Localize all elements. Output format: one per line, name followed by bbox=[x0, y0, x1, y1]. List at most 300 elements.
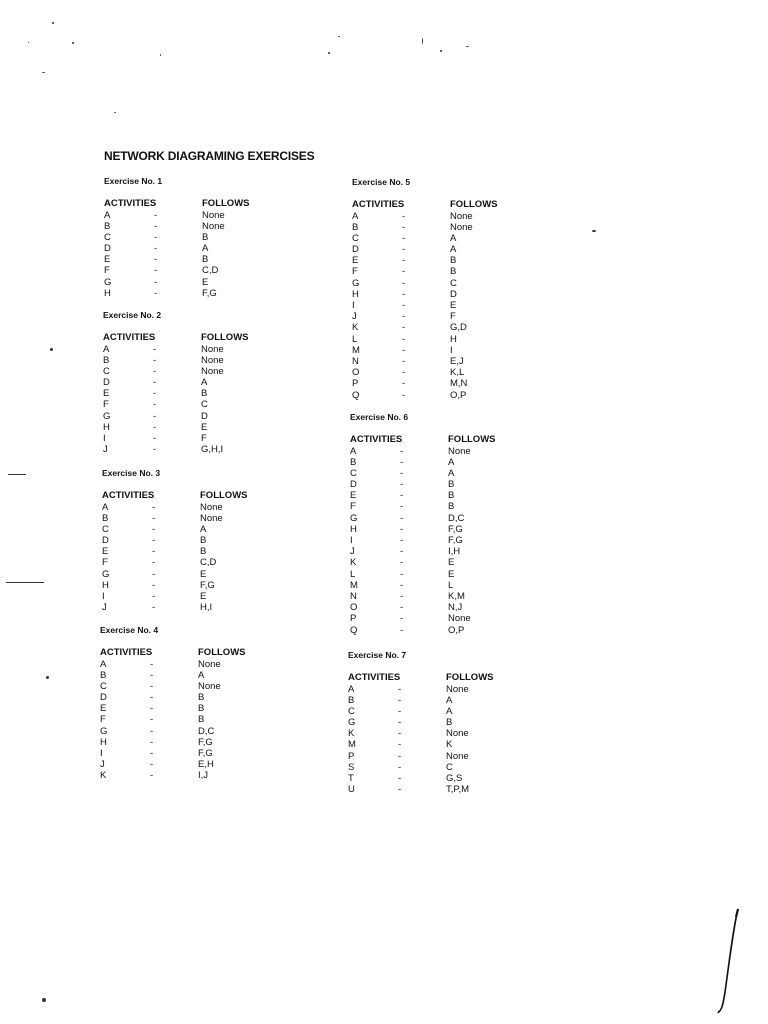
follows-cell: None bbox=[201, 365, 224, 377]
exercise-title: Exercise No. 2 bbox=[103, 310, 162, 320]
follows-cell: M,N bbox=[450, 378, 468, 390]
dash-separator: - bbox=[153, 444, 157, 456]
table-row bbox=[104, 243, 284, 254]
table-row bbox=[348, 706, 528, 717]
scan-speck bbox=[42, 72, 45, 73]
activity-cell: C bbox=[103, 365, 110, 377]
activity-cell: O bbox=[350, 602, 358, 614]
table-row bbox=[352, 255, 532, 266]
exercise-2 bbox=[103, 310, 283, 455]
dash-separator: - bbox=[402, 288, 406, 300]
table-row bbox=[103, 388, 283, 399]
table-row bbox=[350, 535, 530, 546]
activity-cell: N bbox=[350, 590, 357, 602]
dash-separator: - bbox=[400, 557, 404, 569]
follows-cell: D bbox=[201, 410, 208, 422]
page-title: NETWORK DIAGRAMING EXERCISES bbox=[104, 149, 315, 163]
dash-separator: - bbox=[400, 523, 404, 535]
activity-cell: B bbox=[103, 354, 110, 366]
table-row bbox=[102, 546, 282, 557]
table-row bbox=[350, 446, 530, 457]
table-row bbox=[100, 681, 280, 692]
follows-cell: E bbox=[200, 568, 207, 580]
scan-speck bbox=[440, 50, 442, 52]
follows-cell: B bbox=[200, 546, 207, 558]
activity-cell: G bbox=[104, 276, 112, 288]
follows-header: FOLLOWS bbox=[446, 672, 494, 683]
dash-separator: - bbox=[152, 602, 156, 614]
table-row bbox=[348, 739, 528, 750]
activity-cell: A bbox=[103, 343, 110, 355]
activity-cell: C bbox=[104, 231, 111, 243]
dash-separator: - bbox=[402, 311, 406, 323]
table-row bbox=[103, 399, 283, 410]
dash-separator: - bbox=[153, 433, 157, 444]
dash-separator: - bbox=[402, 244, 406, 256]
activity-cell: D bbox=[352, 244, 359, 256]
activities-header: ACTIVITIES bbox=[100, 647, 153, 658]
table-row bbox=[103, 411, 283, 422]
dash-separator: - bbox=[398, 784, 402, 796]
exercise-4 bbox=[100, 625, 280, 782]
dash-separator: - bbox=[400, 602, 404, 614]
activity-cell: A bbox=[100, 658, 107, 670]
activity-cell: K bbox=[352, 322, 359, 334]
follows-cell: G,H,I bbox=[201, 444, 224, 456]
follows-cell: B bbox=[446, 717, 453, 729]
follows-cell: None bbox=[201, 343, 224, 355]
activity-cell: I bbox=[350, 535, 353, 546]
scan-speck bbox=[6, 582, 44, 583]
activity-cell: U bbox=[348, 784, 355, 796]
activity-cell: H bbox=[104, 287, 111, 299]
activity-cell: B bbox=[102, 512, 109, 524]
dash-separator: - bbox=[152, 591, 156, 602]
follows-cell: B bbox=[202, 254, 209, 266]
scan-speck bbox=[592, 230, 596, 232]
table-row bbox=[350, 613, 530, 624]
dash-separator: - bbox=[150, 680, 154, 692]
follows-cell: None bbox=[200, 512, 223, 524]
scan-speck bbox=[160, 54, 161, 56]
dash-separator: - bbox=[400, 624, 404, 636]
follows-cell: B bbox=[200, 535, 207, 547]
dash-separator: - bbox=[152, 512, 156, 524]
follows-cell: E bbox=[200, 591, 207, 602]
activity-cell: D bbox=[100, 692, 107, 704]
activity-cell: T bbox=[348, 773, 354, 784]
follows-cell: E,J bbox=[450, 355, 464, 367]
activity-cell: C bbox=[350, 467, 357, 479]
follows-cell: C,D bbox=[200, 557, 217, 569]
follows-cell: I bbox=[450, 344, 453, 356]
dash-separator: - bbox=[402, 255, 406, 267]
dash-separator: - bbox=[398, 750, 402, 762]
dash-separator: - bbox=[398, 705, 402, 717]
activity-cell: C bbox=[348, 705, 355, 717]
follows-cell: C bbox=[450, 277, 457, 289]
follows-cell: A bbox=[198, 669, 205, 681]
table-row bbox=[102, 513, 282, 524]
activity-cell: H bbox=[102, 579, 109, 591]
follows-cell: H bbox=[450, 333, 457, 345]
table-row bbox=[100, 748, 280, 759]
exercise-title: Exercise No. 1 bbox=[104, 176, 163, 186]
follows-cell: D,C bbox=[448, 512, 465, 524]
table-row bbox=[104, 277, 284, 288]
table-row bbox=[352, 356, 532, 367]
follows-cell: F,G bbox=[200, 579, 215, 591]
table-row bbox=[352, 390, 532, 401]
activity-cell: B bbox=[104, 220, 111, 232]
table-row bbox=[352, 300, 532, 311]
follows-cell: None bbox=[198, 658, 221, 670]
activity-cell: S bbox=[348, 761, 355, 773]
activity-cell: A bbox=[350, 445, 357, 457]
dash-separator: - bbox=[400, 445, 404, 457]
activity-cell: G bbox=[102, 568, 110, 580]
dash-separator: - bbox=[152, 523, 156, 535]
table-row bbox=[104, 232, 284, 243]
activity-cell: J bbox=[102, 602, 107, 614]
follows-cell: None bbox=[198, 680, 221, 692]
table-row bbox=[352, 278, 532, 289]
activity-cell: F bbox=[104, 265, 110, 277]
dash-separator: - bbox=[154, 243, 158, 255]
follows-cell: None bbox=[202, 209, 225, 221]
table-row bbox=[102, 557, 282, 568]
table-row bbox=[100, 759, 280, 770]
dash-separator: - bbox=[150, 725, 154, 737]
follows-cell: B bbox=[198, 714, 205, 726]
dash-separator: - bbox=[150, 748, 154, 759]
follows-cell: G,S bbox=[446, 773, 463, 784]
activity-cell: E bbox=[103, 388, 110, 400]
activity-cell: E bbox=[350, 490, 357, 502]
table-row bbox=[352, 211, 532, 222]
follows-cell: F,G bbox=[202, 287, 217, 299]
activities-header: ACTIVITIES bbox=[103, 332, 156, 343]
table-row bbox=[350, 625, 530, 636]
table-row bbox=[104, 210, 284, 221]
follows-cell: A bbox=[448, 456, 455, 468]
table-row bbox=[348, 695, 528, 706]
scan-speck bbox=[8, 474, 26, 475]
follows-cell: B bbox=[202, 231, 209, 243]
activity-cell: Q bbox=[350, 624, 358, 636]
dash-separator: - bbox=[150, 703, 154, 715]
dash-separator: - bbox=[398, 773, 402, 784]
table-row bbox=[100, 659, 280, 670]
activity-cell: M bbox=[352, 344, 360, 356]
dash-separator: - bbox=[150, 736, 154, 748]
dash-separator: - bbox=[402, 300, 406, 311]
follows-cell: K,M bbox=[448, 590, 465, 602]
dash-separator: - bbox=[153, 377, 157, 389]
activity-cell: D bbox=[103, 377, 110, 389]
activity-cell: B bbox=[352, 221, 359, 233]
table-row bbox=[350, 580, 530, 591]
dash-separator: - bbox=[150, 714, 154, 726]
dash-separator: - bbox=[402, 322, 406, 334]
follows-cell: C bbox=[446, 761, 453, 773]
scan-speck bbox=[50, 348, 53, 351]
table-row bbox=[100, 737, 280, 748]
dash-separator: - bbox=[154, 209, 158, 221]
table-row bbox=[352, 378, 532, 389]
dash-separator: - bbox=[153, 343, 157, 355]
table-row bbox=[350, 546, 530, 557]
table-row bbox=[350, 513, 530, 524]
follows-cell: None bbox=[446, 750, 469, 762]
scan-speck bbox=[338, 36, 340, 37]
activity-cell: C bbox=[100, 680, 107, 692]
activity-cell: P bbox=[348, 750, 355, 762]
table-row bbox=[350, 468, 530, 479]
activity-cell: H bbox=[350, 523, 357, 535]
table-row bbox=[350, 501, 530, 512]
table-row bbox=[103, 422, 283, 433]
activity-cell: K bbox=[100, 770, 107, 782]
dash-separator: - bbox=[400, 535, 404, 546]
table-row bbox=[103, 444, 283, 455]
table-row bbox=[103, 355, 283, 366]
follows-cell: H,I bbox=[200, 602, 213, 614]
column-header-row bbox=[102, 490, 282, 502]
activity-cell: I bbox=[352, 300, 355, 311]
table-row bbox=[352, 244, 532, 255]
table-row bbox=[104, 221, 284, 232]
table-row bbox=[103, 433, 283, 444]
dash-separator: - bbox=[150, 658, 154, 670]
table-row bbox=[352, 334, 532, 345]
table-row bbox=[102, 535, 282, 546]
scan-speck bbox=[28, 42, 29, 43]
scan-speck bbox=[466, 46, 469, 47]
follows-cell: E bbox=[202, 276, 209, 288]
dash-separator: - bbox=[153, 410, 157, 422]
scan-speck bbox=[72, 42, 74, 44]
follows-cell: F,G bbox=[198, 748, 213, 759]
dash-separator: - bbox=[400, 479, 404, 491]
dash-separator: - bbox=[150, 669, 154, 681]
dash-separator: - bbox=[402, 344, 406, 356]
activity-cell: C bbox=[102, 523, 109, 535]
activity-cell: A bbox=[352, 210, 359, 222]
follows-header: FOLLOWS bbox=[448, 434, 496, 445]
dash-separator: - bbox=[152, 535, 156, 547]
follows-cell: O,P bbox=[448, 624, 465, 636]
activity-cell: F bbox=[352, 266, 358, 278]
follows-cell: None bbox=[450, 210, 473, 222]
activity-cell: F bbox=[102, 557, 108, 569]
follows-cell: E bbox=[448, 568, 455, 580]
activity-cell: G bbox=[348, 717, 356, 729]
dash-separator: - bbox=[154, 254, 158, 266]
dash-separator: - bbox=[153, 365, 157, 377]
follows-header: FOLLOWS bbox=[202, 198, 250, 209]
activity-cell: J bbox=[350, 546, 355, 558]
table-row bbox=[350, 479, 530, 490]
dash-separator: - bbox=[152, 568, 156, 580]
follows-header: FOLLOWS bbox=[200, 490, 248, 501]
table-row bbox=[348, 717, 528, 728]
activity-cell: D bbox=[104, 243, 111, 255]
dash-separator: - bbox=[402, 333, 406, 345]
dash-separator: - bbox=[400, 613, 404, 625]
table-row bbox=[104, 254, 284, 265]
exercise-7 bbox=[348, 650, 528, 795]
dash-separator: - bbox=[402, 277, 406, 289]
activity-cell: H bbox=[352, 288, 359, 300]
table-row bbox=[352, 233, 532, 244]
table-row bbox=[100, 714, 280, 725]
table-row bbox=[352, 222, 532, 233]
dash-separator: - bbox=[400, 579, 404, 591]
follows-cell: E bbox=[450, 300, 457, 311]
column-header-row bbox=[100, 647, 280, 659]
dash-separator: - bbox=[150, 770, 154, 782]
table-row bbox=[100, 692, 280, 703]
dash-separator: - bbox=[400, 501, 404, 513]
follows-cell: None bbox=[200, 501, 223, 513]
follows-cell: N,J bbox=[448, 602, 463, 614]
activity-cell: E bbox=[102, 546, 109, 558]
follows-cell: B bbox=[198, 692, 205, 704]
follows-cell: None bbox=[448, 445, 471, 457]
activity-cell: N bbox=[352, 355, 359, 367]
activities-header: ACTIVITIES bbox=[352, 199, 405, 210]
follows-cell: G,D bbox=[450, 322, 467, 334]
activities-header: ACTIVITIES bbox=[102, 490, 155, 501]
scan-speck bbox=[52, 22, 54, 24]
table-row bbox=[350, 602, 530, 613]
table-row bbox=[348, 728, 528, 739]
activities-header: ACTIVITIES bbox=[350, 434, 403, 445]
follows-cell: B bbox=[448, 479, 455, 491]
follows-cell: A bbox=[448, 467, 455, 479]
follows-cell: A bbox=[450, 232, 457, 244]
scan-speck bbox=[422, 38, 423, 44]
dash-separator: - bbox=[153, 399, 157, 411]
follows-cell: I,H bbox=[448, 546, 461, 558]
activity-cell: A bbox=[348, 683, 355, 695]
table-row bbox=[103, 366, 283, 377]
follows-cell: None bbox=[450, 221, 473, 233]
dash-separator: - bbox=[402, 266, 406, 278]
table-row bbox=[102, 524, 282, 535]
follows-cell: F bbox=[201, 433, 207, 444]
activity-cell: L bbox=[350, 568, 356, 580]
table-row bbox=[352, 289, 532, 300]
dash-separator: - bbox=[400, 568, 404, 580]
table-row bbox=[352, 311, 532, 322]
table-row bbox=[348, 684, 528, 695]
exercise-title: Exercise No. 6 bbox=[350, 412, 409, 422]
column-header-row bbox=[104, 198, 284, 210]
activity-cell: K bbox=[348, 728, 355, 740]
activity-cell: M bbox=[348, 739, 356, 751]
scan-speck bbox=[46, 676, 49, 679]
column-header-row bbox=[352, 199, 532, 211]
follows-cell: B bbox=[448, 490, 455, 502]
activity-cell: E bbox=[352, 255, 359, 267]
dash-separator: - bbox=[153, 388, 157, 400]
activity-cell: I bbox=[100, 748, 103, 759]
dash-separator: - bbox=[400, 456, 404, 468]
follows-cell: A bbox=[202, 243, 209, 255]
column-header-row bbox=[103, 332, 283, 344]
activity-cell: D bbox=[350, 479, 357, 491]
dash-separator: - bbox=[402, 389, 406, 401]
table-row bbox=[103, 344, 283, 355]
table-row bbox=[102, 502, 282, 513]
follows-cell: D,C bbox=[198, 725, 215, 737]
table-row bbox=[348, 751, 528, 762]
scan-speck bbox=[42, 998, 46, 1002]
exercise-title: Exercise No. 5 bbox=[352, 177, 411, 187]
activity-cell: P bbox=[352, 378, 359, 390]
activity-cell: A bbox=[102, 501, 109, 513]
activity-cell: E bbox=[100, 703, 107, 715]
exercise-6 bbox=[350, 412, 530, 636]
scan-speck bbox=[114, 112, 116, 113]
dash-separator: - bbox=[398, 761, 402, 773]
pen-mark bbox=[700, 905, 750, 1015]
table-row bbox=[100, 703, 280, 714]
follows-cell: A bbox=[446, 694, 453, 706]
activity-cell: J bbox=[352, 311, 357, 323]
table-row bbox=[104, 288, 284, 299]
dash-separator: - bbox=[150, 759, 154, 771]
follows-cell: None bbox=[448, 613, 471, 625]
activity-cell: G bbox=[350, 512, 358, 524]
exercise-title: Exercise No. 3 bbox=[102, 468, 161, 478]
activity-cell: H bbox=[100, 736, 107, 748]
activity-cell: J bbox=[100, 759, 105, 771]
follows-cell: F,G bbox=[448, 535, 463, 546]
dash-separator: - bbox=[154, 231, 158, 243]
table-row bbox=[350, 490, 530, 501]
activity-cell: B bbox=[348, 694, 355, 706]
table-row bbox=[350, 569, 530, 580]
exercise-title: Exercise No. 7 bbox=[348, 650, 407, 660]
activity-cell: F bbox=[100, 714, 106, 726]
table-row bbox=[350, 557, 530, 568]
dash-separator: - bbox=[153, 354, 157, 366]
activity-cell: E bbox=[104, 254, 111, 266]
table-row bbox=[102, 602, 282, 613]
activity-cell: D bbox=[102, 535, 109, 547]
follows-cell: A bbox=[201, 377, 208, 389]
follows-cell: D bbox=[450, 288, 457, 300]
activity-cell: H bbox=[103, 421, 110, 433]
dash-separator: - bbox=[400, 512, 404, 524]
dash-separator: - bbox=[398, 717, 402, 729]
activity-cell: O bbox=[352, 367, 360, 379]
dash-separator: - bbox=[402, 367, 406, 379]
table-row bbox=[104, 265, 284, 276]
dash-separator: - bbox=[154, 276, 158, 288]
activity-cell: B bbox=[350, 456, 357, 468]
dash-separator: - bbox=[152, 501, 156, 513]
follows-cell: A bbox=[446, 705, 453, 717]
dash-separator: - bbox=[402, 232, 406, 244]
exercise-3 bbox=[102, 468, 282, 613]
dash-separator: - bbox=[400, 546, 404, 558]
table-row bbox=[348, 784, 528, 795]
follows-cell: B bbox=[448, 501, 455, 513]
